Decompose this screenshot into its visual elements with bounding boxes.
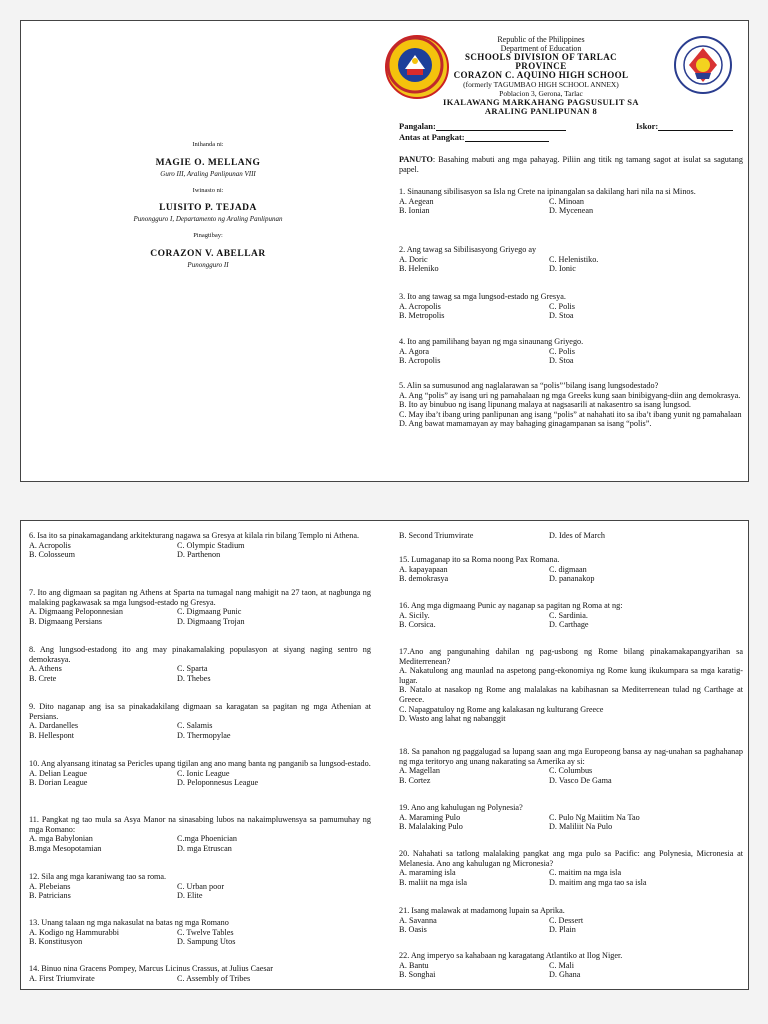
choice-c[interactable]: C. Dessert [549, 915, 584, 925]
question-text: 4. Ito ang pamilihang bayan ng mga sinaunang Griyego. [399, 337, 584, 346]
address-text: Poblacion 3, Gerona, Tarlac [499, 89, 583, 98]
question-text: 3. Ito ang tawag sa mga lungsod-estado ng Gresya. [399, 292, 566, 301]
choice-b[interactable]: B. Konstitusyon [29, 937, 83, 947]
choice-c[interactable]: C. Ionic League [177, 768, 230, 778]
question-text: 20. Nahahati sa tatlong malalaking pangkat ang mga pulo sa Pacific: ang Polynesia, Micronesia at Melanesia. Ano ang kahulugan ng Micronesia? [399, 849, 743, 868]
choice-c[interactable]: C. Sparta [177, 664, 208, 674]
choice-a[interactable]: A. kapayapaan [399, 564, 448, 574]
approver-name: CORAZON V. ABELLAR [150, 249, 266, 259]
prepared-by-label: Inihanda ni: [192, 141, 224, 148]
question-text: 14. Binuo nina Gracens Pompey, Marcus Licinus Crassus, at Julius Caesar [29, 964, 273, 973]
choice-a[interactable]: A. Dardanelles [29, 721, 79, 731]
choice-a[interactable]: A. Doric [399, 254, 428, 264]
approver-title: Punongguro II [187, 261, 229, 269]
choice-a[interactable]: A. Agora [399, 346, 430, 356]
question-1 [399, 187, 743, 216]
question-19 [399, 803, 743, 832]
choice-b[interactable]: B. Natalo at nasakop ng Rome ang malalakas na kabihasnan sa Mediterrenean tulad ng Carthage at Greece. [399, 685, 743, 704]
choice-c[interactable]: C. Twelve Tables [177, 927, 234, 937]
preparer-name: MAGIE O. MELLANG [155, 158, 261, 168]
score-field[interactable] [636, 121, 733, 131]
choice-b[interactable]: B. Colosseum [29, 550, 75, 560]
question-text: 2. Ang tawag sa Sibilisasyong Griyego ay [399, 245, 537, 254]
choice-d[interactable]: D. Thebes [177, 673, 211, 683]
choice-a[interactable]: A. maraming isla [399, 868, 456, 878]
choice-b[interactable]: B. Hellespont [29, 730, 75, 740]
question-11 [29, 815, 371, 853]
choice-b[interactable]: B. Malalaking Pulo [399, 822, 463, 832]
choice-a[interactable]: A. Acropolis [399, 301, 441, 311]
choice-b[interactable]: B.mga Mesopotamian [29, 843, 102, 853]
choice-c[interactable]: C.mga Phoenician [177, 834, 238, 844]
choice-d[interactable]: D. Ang bawat mamamayan ay may bahaging ginagampanan sa isang “polis”. [399, 419, 652, 429]
approved-by-label: Pinagtibay: [193, 232, 223, 239]
choice-b[interactable]: B. Heleniko [399, 264, 439, 274]
question-text: 16. Ang mga digmaang Punic ay naganap sa pagitan ng Roma at ng: [399, 601, 623, 610]
choice-a[interactable]: A. Bantu [399, 960, 429, 970]
choice-d[interactable]: D. Sampung Utos [177, 937, 236, 947]
choice-b[interactable]: B. Ito ay binubuo ng isang lipunang malaya at nagsasarili at nakasentro sa isang lungsod. [399, 400, 691, 410]
choice-c[interactable]: C. Pulo Ng Maiitim Na Tao [549, 812, 640, 822]
checker-title: Punongguro I, Departamento ng Araling Panlipunan [133, 215, 283, 223]
choice-d[interactable]: D. pananakop [549, 574, 595, 584]
question-12 [29, 872, 371, 901]
choice-c[interactable]: C. Napagpatuloy ng Rome ang kalakasan ng kulturang Greece [399, 704, 604, 714]
choice-c[interactable]: C. Assembly of Tribes [177, 973, 251, 983]
choice-d[interactable]: D. Elite [177, 891, 203, 901]
question-5 [399, 381, 743, 429]
question-text: 1. Sinaunang sibilisasyon sa Isla ng Crete na ipinangalan sa dakilang hari nila na si Minos. [399, 187, 696, 196]
checker-name: LUISITO P. TEJADA [159, 203, 257, 213]
choice-d[interactable]: D. Plain [549, 925, 576, 935]
choice-d[interactable]: D. Peloponnesus League [177, 778, 259, 788]
choice-d[interactable]: D. Vasco De Gama [549, 775, 612, 785]
choice-b[interactable]: B. demokrasya [399, 574, 449, 584]
question-text: 15. Lumaganap ito sa Roma noong Pax Romana. [399, 555, 560, 564]
choice-a[interactable]: A. First Triumvirate [29, 973, 95, 983]
question-text: 10. Ang alyansang itinatag sa Pericles upang tigilan ang ano mang banta ng panganib sa lungsod-estado. [29, 759, 371, 768]
question-17 [399, 647, 743, 724]
choice-d[interactable]: D. mga Etruscan [177, 843, 232, 853]
preparer-title: Guro III, Araling Panlipunan VIII [160, 170, 256, 178]
question-10 [29, 759, 371, 788]
choice-c[interactable]: C. Minoan [549, 196, 585, 206]
choice-b[interactable]: B. Oasis [399, 925, 427, 935]
choice-a[interactable]: A. Magellan [399, 766, 440, 776]
question-15 [399, 555, 743, 584]
choice-d[interactable]: D. Digmaang Trojan [177, 616, 245, 626]
question-16 [399, 601, 743, 630]
score-label: Iskor: [636, 121, 659, 131]
choice-b[interactable]: B. Dorian League [29, 778, 88, 788]
choice-c[interactable]: C. May iba’t ibang uring panlipunan ang isang “polis” at nahahati ito sa iba’t ibang yunit ng pamahalaan [399, 409, 742, 419]
choice-c[interactable]: C. Polis [549, 346, 575, 356]
choice-d[interactable]: D. Stoa [549, 356, 574, 366]
choice-a[interactable]: A. Athens [29, 664, 62, 674]
checked-by-label: Iwinasto ni: [192, 187, 224, 194]
choice-d[interactable]: D. Parthenon [177, 550, 221, 560]
choice-b[interactable]: B. Ionian [399, 206, 430, 216]
choice-b[interactable]: B. Corsica. [399, 620, 436, 630]
choice-c[interactable]: C. Polis [549, 301, 575, 311]
exam-title-line1: IKALAWANG MARKAHANG PAGSUSULIT SA [443, 97, 639, 107]
choice-b[interactable]: B. Cortez [399, 775, 431, 785]
choice-b[interactable]: B. Digmaang Persians [29, 616, 102, 626]
exam-page-2 [20, 520, 749, 990]
choice-d[interactable]: D. Thermopylae [177, 730, 231, 740]
choice-b[interactable]: B. Acropolis [399, 356, 441, 366]
choice-c[interactable]: C. digmaan [549, 564, 587, 574]
question-21 [399, 906, 743, 935]
choice-a[interactable]: A. Maraming Pulo [399, 812, 461, 822]
instructions-text: : Basahing mabuti ang mga pahayag. Piliin ang titik ng tamang sagot at isulat sa sagutang papel. [399, 155, 743, 174]
deped-seal-logo [673, 35, 733, 95]
choice-a[interactable]: A. Acropolis [29, 540, 71, 550]
instructions [399, 155, 743, 174]
division-text: SCHOOLS DIVISION OF TARLAC PROVINCE [464, 52, 617, 71]
question-4 [399, 337, 743, 366]
choice-d[interactable]: D. Maliliit Na Pulo [549, 822, 613, 832]
choice-d[interactable]: D. Stoa [549, 311, 574, 321]
exam-title-line2: ARALING PANLIPUNAN 8 [484, 106, 598, 116]
choice-c[interactable]: C. Olympic Stadium [177, 540, 245, 550]
question-22 [399, 951, 743, 980]
question-2 [399, 245, 743, 274]
instructions-label: PANUTO [399, 155, 433, 164]
choice-d[interactable]: D. Ides of March [549, 531, 605, 540]
choice-c[interactable]: C. Columbus [549, 766, 593, 776]
choice-a[interactable]: A. Ang “polis” ay isang uri ng pamahalaan ng mga Greeks kung saan binibigyang-diin ang demokrasya. [399, 390, 741, 400]
choice-b[interactable]: B. Patricians [29, 891, 71, 901]
choice-c[interactable]: C. Salamis [177, 721, 213, 731]
question-8 [29, 645, 371, 683]
choice-b[interactable]: B. Songhai [399, 970, 436, 980]
choice-c[interactable]: C. Mali [549, 960, 575, 970]
choice-d[interactable]: D. Mycenean [549, 206, 594, 216]
question-text: 9. Dito naganap ang isa sa pinakadakilang digmaan sa karagatan sa pagitan ng mga Athenian at Persians. [29, 702, 371, 721]
question-14-continued [399, 531, 743, 541]
question-text: 22. Ang imperyo sa kahabaan ng karagatang Atlantiko at Ilog Niger. [399, 951, 623, 960]
question-20 [399, 849, 743, 887]
question-text: 7. Ito ang digmaan sa pagitan ng Athens at Sparta na tumagal nang mahigit na 27 taon, at nagbunga ng malaking pagkawasak sa mga lungsod-estado ng Gresya. [29, 588, 371, 607]
choice-a[interactable]: A. Delian League [29, 768, 87, 778]
name-field[interactable] [399, 121, 566, 131]
choice-c[interactable]: C. Sardinia. [549, 610, 588, 620]
choice-d[interactable]: D. Ghana [549, 970, 581, 980]
question-3 [399, 292, 743, 321]
choice-c[interactable]: C. Urban poor [177, 881, 225, 891]
question-text: 18. Sa panahon ng paggalugad sa lupang saan ang mga Europeong bansa ay nag-unahan sa paghahanap ng mga teritoryo ang unang nakarating sa Amerika ay si: [399, 747, 743, 766]
choice-d[interactable]: D. maitim ang mga tao sa isla [549, 877, 647, 887]
choice-a[interactable]: A. Savanna [399, 915, 437, 925]
choice-b[interactable]: B. Second Triumvirate [399, 531, 474, 540]
formerly-text: (formerly TAGUMBAO HIGH SCHOOL ANNEX) [463, 80, 619, 89]
question-14 [29, 964, 371, 983]
choice-a[interactable]: A. Kodigo ng Hammurabbi [29, 927, 120, 937]
question-9 [29, 702, 371, 740]
choice-a[interactable]: A. Plebeians [29, 881, 71, 891]
question-text: 8. Ang lungsod-estadong ito ang may pinakamalaking populasyon at siyang naging sentro ng demokrasya. [29, 645, 371, 664]
question-text: 5. Alin sa sumusunod ang naglalarawan sa “polis”’bilang isang lungsodestado? [399, 381, 659, 390]
question-6 [29, 531, 371, 560]
choice-c[interactable]: C. Helenistiko. [549, 254, 599, 264]
choice-b[interactable]: B. maliit na mga isla [399, 877, 467, 887]
section-label: Antas at Pangkat: [399, 132, 465, 142]
question-text: 13. Unang talaan ng mga nakasulat na batas ng mga Romano [29, 918, 229, 927]
name-label: Pangalan: [399, 121, 436, 131]
question-18 [399, 747, 743, 785]
choice-a[interactable]: A. Nakatulong ang maunlad na aspetong pang-ekonomiya ng Rome kung ikukumpara sa mga karatig-lugar. [399, 666, 743, 685]
choice-b[interactable]: B. Metropolis [399, 311, 445, 321]
question-text: 17.Ano ang pangunahing dahilan ng pag-usbong ng Rome bilang pinakamakapangyarihan sa Mediterrenean? [399, 647, 743, 666]
choice-d[interactable]: D. Ionic [549, 264, 576, 274]
question-text: 12. Sila ang mga karaniwang tao sa roma. [29, 872, 167, 881]
choice-c[interactable]: C. maitim na mga isla [549, 868, 622, 878]
question-text: 6. Isa ito sa pinakamagandang arkitekturang nagawa sa Gresya at kilala rin bilang Templo ni Athena. [29, 531, 360, 540]
question-7 [29, 588, 371, 626]
choice-a[interactable]: A. Digmaang Peloponnesian [29, 607, 123, 617]
section-field[interactable] [399, 132, 549, 142]
exam-page-1 [20, 20, 749, 482]
republic-text: Republic of the Philippines [497, 35, 585, 44]
choice-c[interactable]: C. Digmaang Punic [177, 607, 242, 617]
question-13 [29, 918, 371, 947]
question-text: 21. Isang malawak at madamong lupain sa Aprika. [399, 906, 565, 915]
choice-a[interactable]: A. Aegean [399, 196, 434, 206]
school-header [441, 35, 641, 116]
question-text: 19. Ano ang kahulugan ng Polynesia? [399, 803, 523, 812]
question-text: 11. Pangkat ng tao mula sa Asya Manor na sinasabing lubos na nakaimpluwensya sa pamumuhay ng mga Romano: [29, 815, 371, 834]
choice-a[interactable]: A. mga Babylonian [29, 834, 93, 844]
deped-text: Department of Education [500, 44, 582, 53]
school-seal-logo [385, 35, 449, 99]
choice-b[interactable]: B. Crete [29, 673, 57, 683]
choice-a[interactable]: A. Sicily. [399, 610, 430, 620]
choice-d[interactable]: D. Carthage [549, 620, 589, 630]
school-name: CORAZON C. AQUINO HIGH SCHOOL [453, 70, 629, 80]
choice-d[interactable]: D. Wasto ang lahat ng nabanggit [399, 714, 506, 724]
